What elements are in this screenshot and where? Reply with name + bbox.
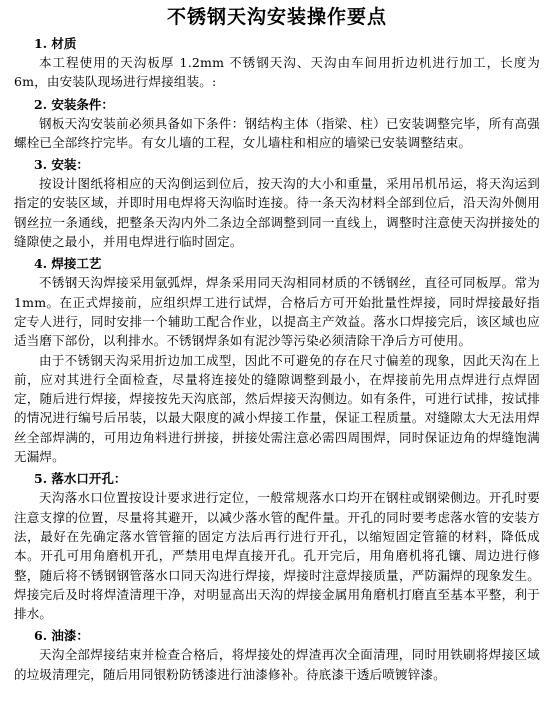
section-materials bbox=[14, 35, 540, 92]
section-paragraph: 钢板天沟安装前必须具备如下条件：钢结构主体（指梁、柱）已安装调整完毕，所有高强螺栓已全部终拧完毕。有女儿墙的工程，女儿墙柱和相应的墙梁已安装调整结束。 bbox=[14, 115, 540, 150]
section-paragraph: 天沟落水口位置按设计要求进行定位，一般常规落水口均开在钢柱或钢梁侧边。开孔时要注意支撑的位置，尽量将其避开，以减少落水管的配件量。开孔的同时要考虑落水管的安装方法，最好在先确定落水管管箍的固定方法后再行进行开孔，以缩短固定管箍的材料，降低成本。开孔可用角磨机开孔，严禁用电焊直接开孔。孔开完后，用角磨机将孔镶、周边进行修整，随后将不锈钢钢管落水口同天沟进行焊接，焊接时注意焊接质量，严防漏焊的现象发生。焊接完后及时将焊渣清理干净，对明显高出天沟的焊接金属用角磨机打磨直至基本平整，利于排水。 bbox=[14, 490, 540, 622]
section-heading: 6. 油漆： bbox=[34, 628, 89, 644]
section-heading: 5. 落水口开孔： bbox=[34, 471, 127, 487]
section-installation bbox=[14, 156, 540, 251]
section-welding bbox=[14, 255, 540, 466]
section-heading: 3. 安装： bbox=[34, 157, 89, 173]
section-paragraph: 本工程使用的天沟板厚 1.2mm 不锈钢天沟、天沟由车间用折边机进行加工，长度为 6m，由安装队现场进行焊接组装。: bbox=[14, 55, 540, 90]
section-heading: 4. 焊接工艺 bbox=[34, 256, 102, 272]
document-title: 不锈钢天沟安装操作要点 bbox=[166, 6, 387, 28]
section-heading: 1. 材质 bbox=[34, 36, 77, 51]
section-painting bbox=[14, 627, 540, 684]
section-paragraph: 由于不锈钢天沟采用折边加工成型，因此不可避免的存在尺寸偏差的现象，因此天沟在上前，应对其进行全面检查，尽量将连接处的缝隙调整到最小，在焊接前先用点焊进行点焊固定，随后进行焊接，焊接按先天沟底部，然后焊接天沟侧边。如有条件，可进行试排，按试排的情况进行编号后吊装，以最大限度的减小焊接工作量，保证工程质量。对缝隙太大无法用焊丝全部焊满的，可用边角料进行拼接，拼接处需注意必需四周围焊，同时保证边角的焊缝饱满无漏焊。 bbox=[14, 352, 540, 465]
section-drain-opening bbox=[14, 470, 540, 623]
section-install-conditions bbox=[14, 96, 540, 153]
section-paragraph: 不锈钢天沟焊接采用氩弧焊，焊条采用同天沟相同材质的不锈钢丝，直径可同板厚。常为 1mm。在正式焊接前，应组织焊工进行试焊，合格后方可开始批量性焊接，同时焊接最好指定专人进行，同时安排一个辅助工配合作业，以提高主产效益。落水口焊接完后，该区域也应适当磨下部份，以利排水。不锈钢焊条如有泥沙等污染必须清除干净后方可使用。 bbox=[14, 275, 540, 349]
section-heading: 2. 安装条件： bbox=[34, 96, 114, 112]
section-paragraph: 天沟全部焊接结束并检查合格后，将焊接处的焊渣再次全面清理，同时用铁刷将焊接区域的垃圾清理完，随后用同银粉防锈漆进行油漆修补。待底漆干透后喷镀锌漆。 bbox=[14, 647, 540, 682]
section-paragraph: 按设计图纸将相应的天沟倒运到位后，按天沟的大小和重量，采用吊机吊运，将天沟运到指定的安装区域，并即时用电焊将天沟临时连接。待一条天沟材料全部到位后，沿天沟外侧用钢丝拉一条通线，把整条天沟内外二条边全部调整到同一直线上，调整时注意使天沟拼接处的缝隙使之最小，并用电焊进行临时固定。 bbox=[14, 176, 540, 250]
